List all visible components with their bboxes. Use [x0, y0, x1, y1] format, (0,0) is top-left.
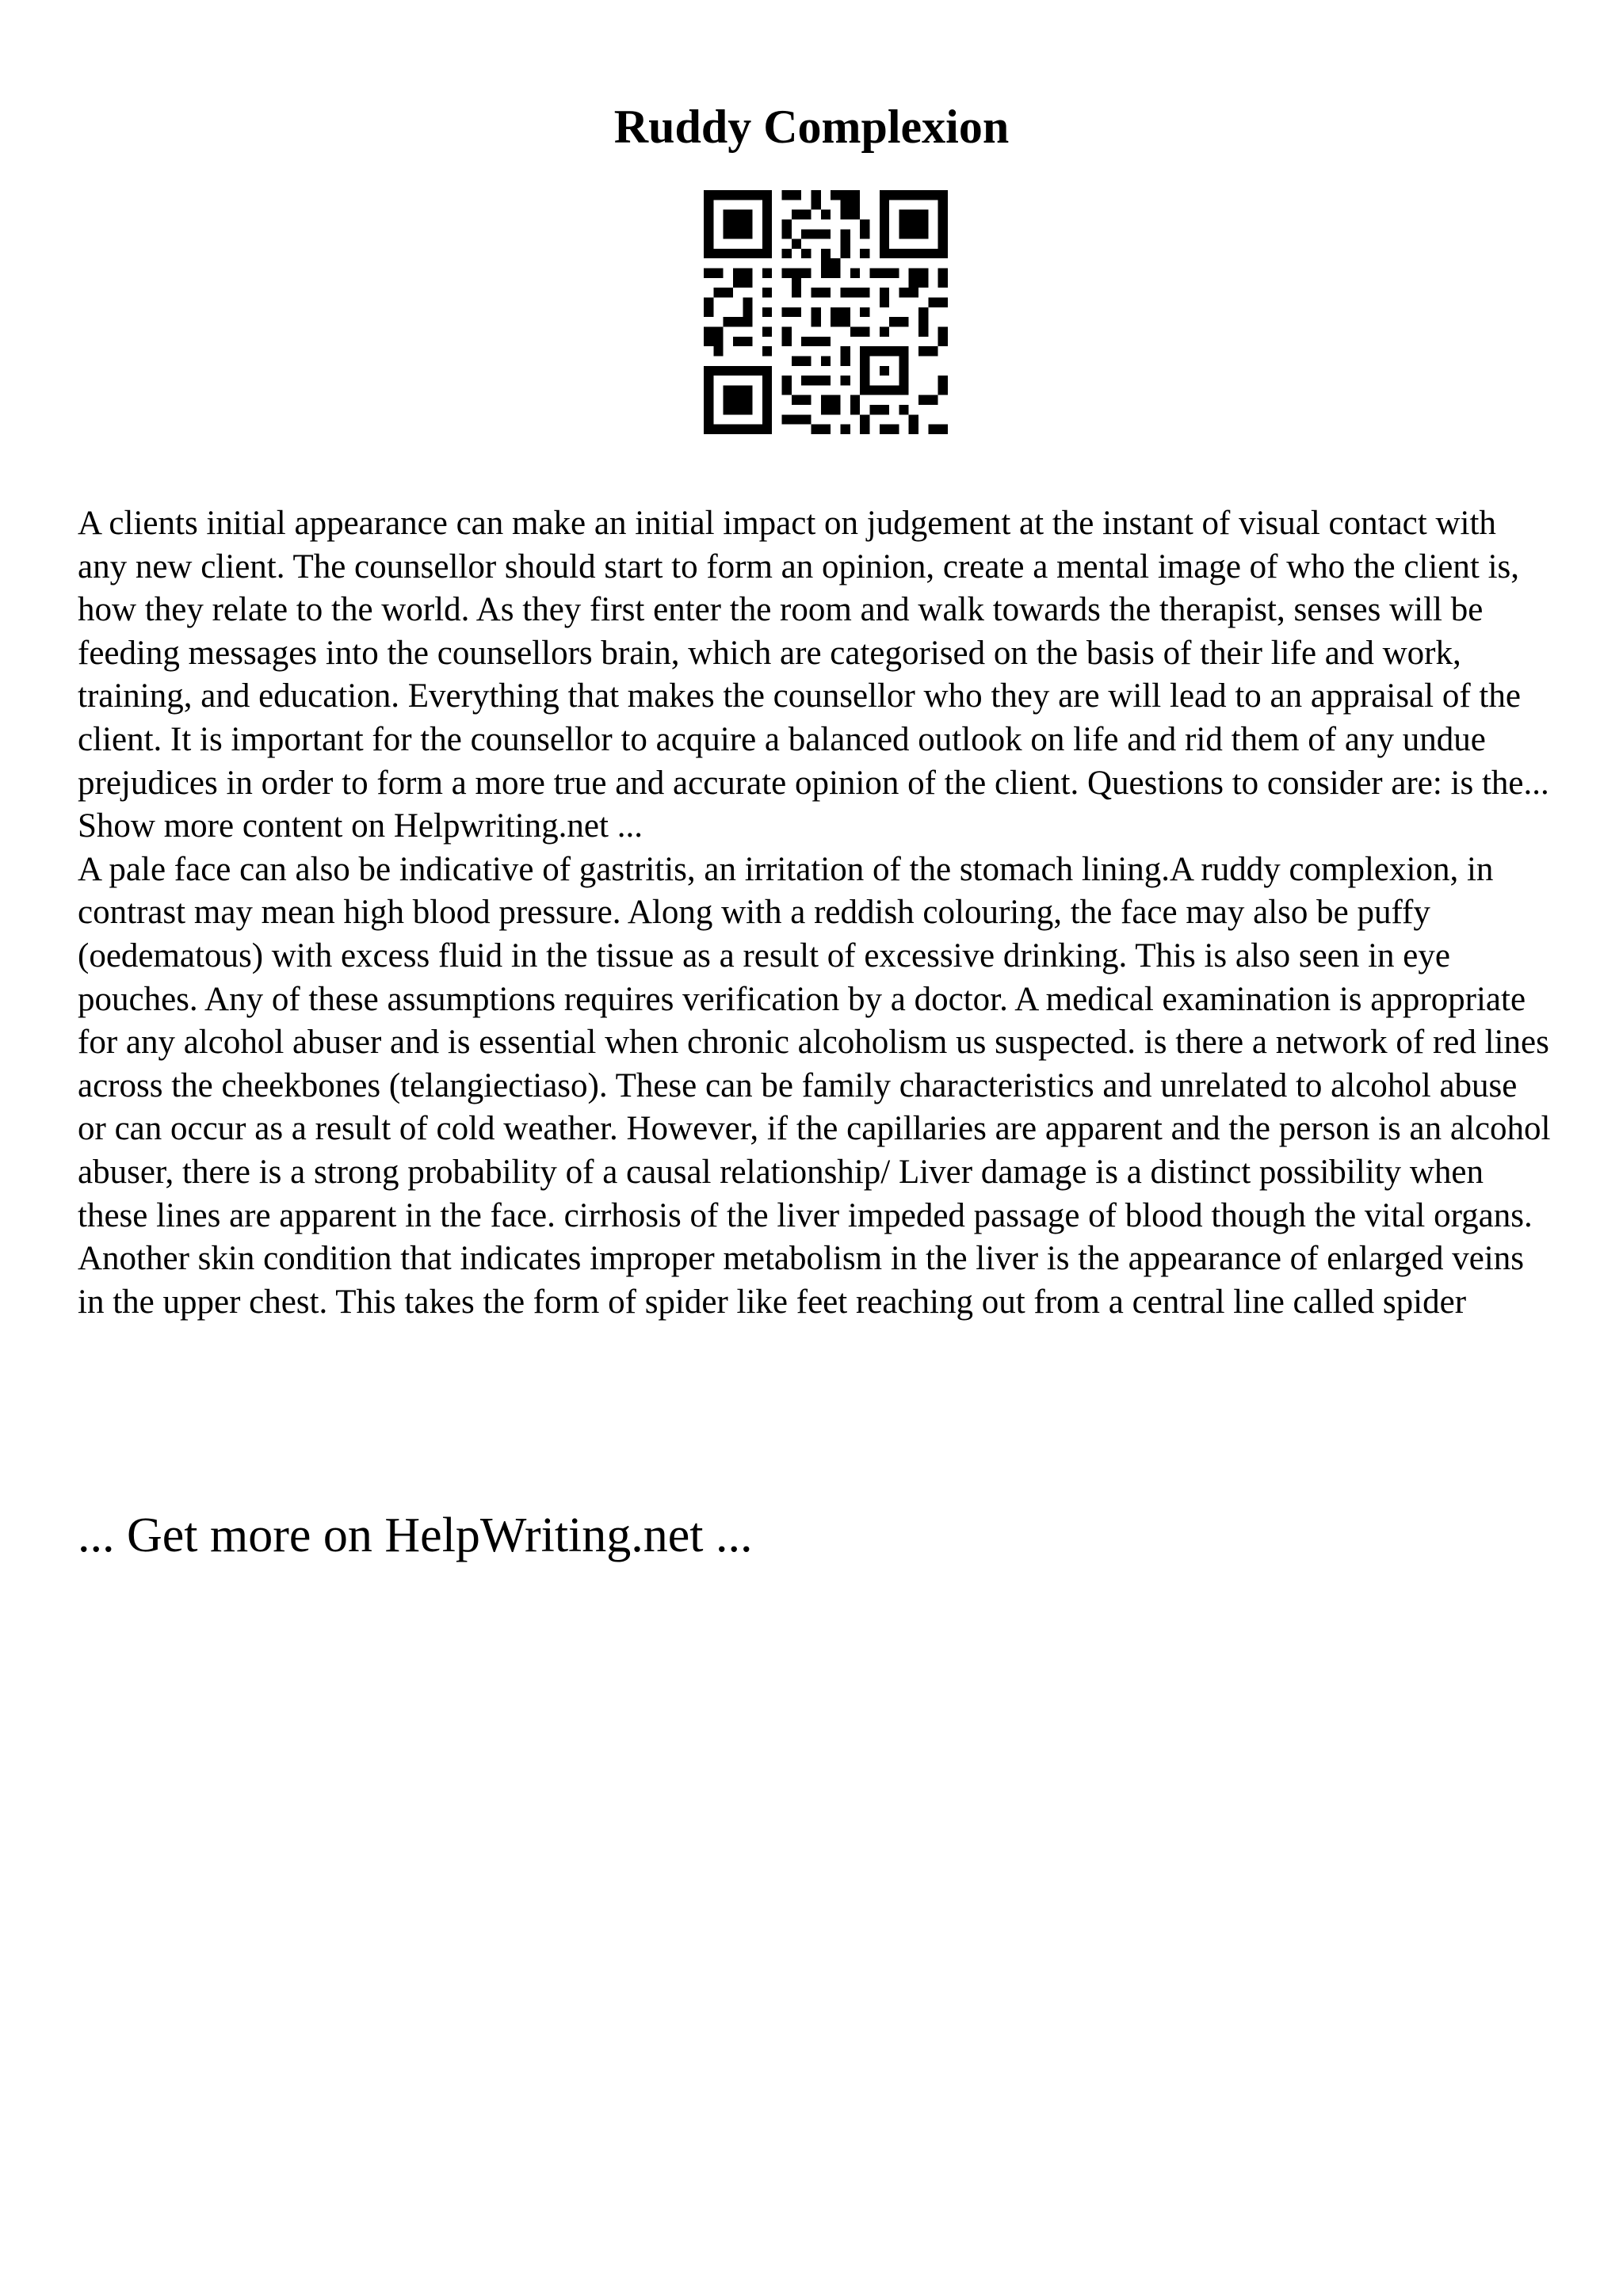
- paragraph: A clients initial appearance can make an initial impact on judgement at the instant of visual contact with any new client. The counsellor should start to form an opinion, create a mental image of who the client is, how they relate to the world. As they first enter the room and walk towards the therapist, senses will be feeding messages into the counsellors brain, which are categorised on the basis of their life and work, training, and education. Everything that makes the counsellor who they are will lead to an appraisal of the client. It is important for the counsellor to acquire a balanced outlook on life and rid them of any undue prejudices in order to form a more true and accurate opinion of the client. Questions to consider are: is the... Show more content on Helpwriting.net ...: [78, 505, 1549, 845]
- document-title: Ruddy Complexion: [613, 101, 1010, 153]
- get-more-link[interactable]: ... Get more on HelpWriting.net ...: [78, 1508, 753, 1562]
- qr-code-icon: [704, 190, 948, 434]
- paragraph: A pale face can also be indicative of gastritis, an irritation of the stomach lining.A ruddy complexion, in contrast may mean high blood pressure. Along with a reddish colouring, the face may also be puffy (oedematous) with excess fluid in the tissue as a result of excessive drinking. This is also seen in eye pouches. Any of these assumptions requires verification by a doctor. A medical examination is appropriate for any alcohol abuser and is essential when chronic alcoholism us suspected. is there a network of red lines across the cheekbones (telangiectiaso). These can be family characteristics and unrelated to alcohol abuse or can occur as a result of cold weather. However, if the capillaries are apparent and the person is an alcohol abuser, there is a strong probability of a causal relationship/ Liver damage is a distinct possibility when these lines are apparent in the face. cirrhosis of the liver impeded passage of blood though the vital organs. Another skin condition that indicates improper metabolism in the liver is the appearance of enlarged veins in the upper chest. This takes the form of spider like feet reaching out from a central line called spider: [78, 850, 1551, 1321]
- article-body: [78, 502, 1552, 1324]
- qr-code-graphic: [704, 190, 948, 434]
